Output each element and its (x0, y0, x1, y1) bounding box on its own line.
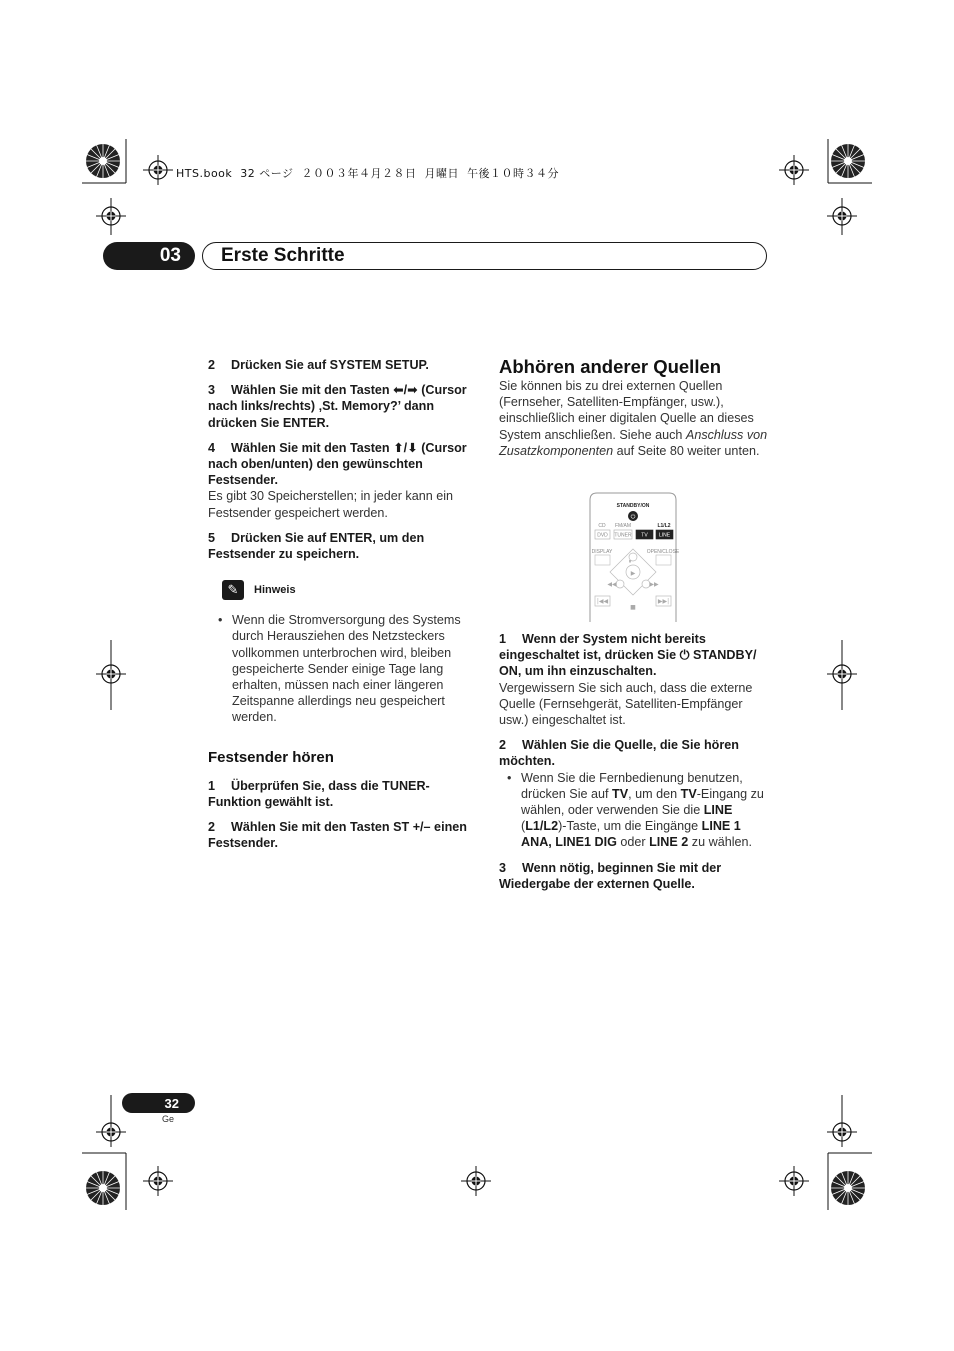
section-heading-abhoeren: Abhören anderer Quellen (499, 356, 722, 377)
left-column (208, 357, 478, 851)
svg-text:DVD: DVD (597, 532, 608, 539)
pencil-icon: ✎ (222, 580, 244, 600)
step-5-enter: 5 Drücken Sie auf ENTER, um den Festsender zu speichern. (208, 530, 425, 562)
svg-text:▶: ▶ (630, 570, 636, 577)
svg-text:▶▶|: ▶▶| (657, 598, 670, 605)
intro-paragraph: Sie können bis zu drei externen Quellen (Fernseher, Satelliten-Empfänger, usw.), einschließlich einer digitalen Quelle an dieses System anschließen. Siehe auch Anschluss von Zusatzkomponenten auf Seite 80 weiter unten. (499, 379, 768, 458)
print-header: HTS.book 32 ページ ２００３年４月２８日 月曜日 午後１０時３４分 (176, 167, 560, 180)
svg-text:TV: TV (641, 532, 648, 539)
svg-text:FM/AM: FM/AM (614, 523, 632, 529)
right-step-2: 2 Wählen Sie die Quelle, die Sie hören möchten. (499, 738, 739, 769)
section-heading-festsender: Festsender hören (208, 748, 334, 766)
svg-text:DISPLAY: DISPLAY (591, 549, 613, 555)
chapter-number: 03 (103, 242, 195, 270)
svg-text:◀◀: ◀◀ (607, 581, 617, 588)
bullet-char: • (507, 770, 512, 785)
note-bullet: • Wenn die Stromversorgung des Systems durch Herausziehen des Netzsteckers vollkommen unterbrochen wird, bleiben gespeicherte Sender einige Tage lang erhalten, müssen nach einer längeren Zeitspanne allerdings neu gespeichert werden. (218, 613, 461, 725)
standby-label: STANDBY/ON (616, 503, 650, 509)
right-step-2-bullet: • Wenn Sie die Fernbedienung benutzen, drücken Sie auf TV, um den TV-Eingang zu wählen, oder verwenden Sie die LINE (L1/L2)-Taste, um die Eingänge LINE 1 ANA, LINE1 DIG oder LINE 2 zu wählen. (507, 770, 764, 850)
svg-text:⏸: ⏸ (628, 558, 632, 565)
step-4-choose-preset: 4 Wählen Sie mit den Tasten ⬆/⬇ (Cursor nach oben/unten) den gewünschten Festsender. (208, 440, 467, 488)
svg-text:⏻: ⏻ (630, 513, 636, 521)
right-column-steps (499, 631, 771, 892)
svg-text:L1/L2: L1/L2 (657, 523, 671, 529)
step-3-st-memory: 3 Wählen Sie mit den Tasten ⬅/➡ (Cursor nach links/rechts) ‚St. Memory?’ dann drücken Sie ENTER. (208, 383, 467, 430)
chapter-title: Erste Schritte (202, 242, 767, 270)
bullet-char: • (218, 613, 223, 628)
step-2-system-setup: 2 Drücken Sie auf SYSTEM SETUP. (208, 358, 429, 372)
right-step-3: 3 Wenn nötig, beginnen Sie mit der Wiedergabe der externen Quelle. (499, 860, 722, 891)
page-language: Ge (162, 1114, 175, 1124)
svg-text:|◀◀: |◀◀ (596, 598, 609, 605)
right-column (499, 356, 769, 459)
note-heading: ✎ Hinweis (208, 580, 478, 600)
svg-text:CD: CD (598, 523, 606, 529)
svg-text:▶▶: ▶▶ (649, 581, 659, 588)
svg-text:■: ■ (630, 604, 636, 611)
section-step-1: 1 Überprüfen Sie, dass die TUNER-Funktion gewählt ist. (208, 778, 430, 809)
remote-illustration (584, 492, 682, 622)
right-step-1-body: Vergewissern Sie sich auch, dass die externe Quelle (Fernsehgerät, Satelliten-Empfänger usw.) eingeschaltet ist. (499, 680, 753, 728)
page-number: 32 (122, 1093, 195, 1113)
svg-text:TUNER: TUNER (614, 532, 632, 539)
svg-text:LINE: LINE (658, 532, 671, 539)
step-4-body: Es gibt 30 Speicherstellen; in jeder kann ein Festsender gespeichert werden. (208, 489, 454, 520)
svg-text:OPEN/CLOSE: OPEN/CLOSE (646, 549, 680, 555)
section-step-2: 2 Wählen Sie mit den Tasten ST +/– einen Festsender. (208, 820, 467, 851)
right-step-1: 1 Wenn der System nicht bereits eingeschaltet ist, drücken Sie ⏻ STANDBY/ ON, um ihn einzuschalten. (499, 632, 757, 679)
